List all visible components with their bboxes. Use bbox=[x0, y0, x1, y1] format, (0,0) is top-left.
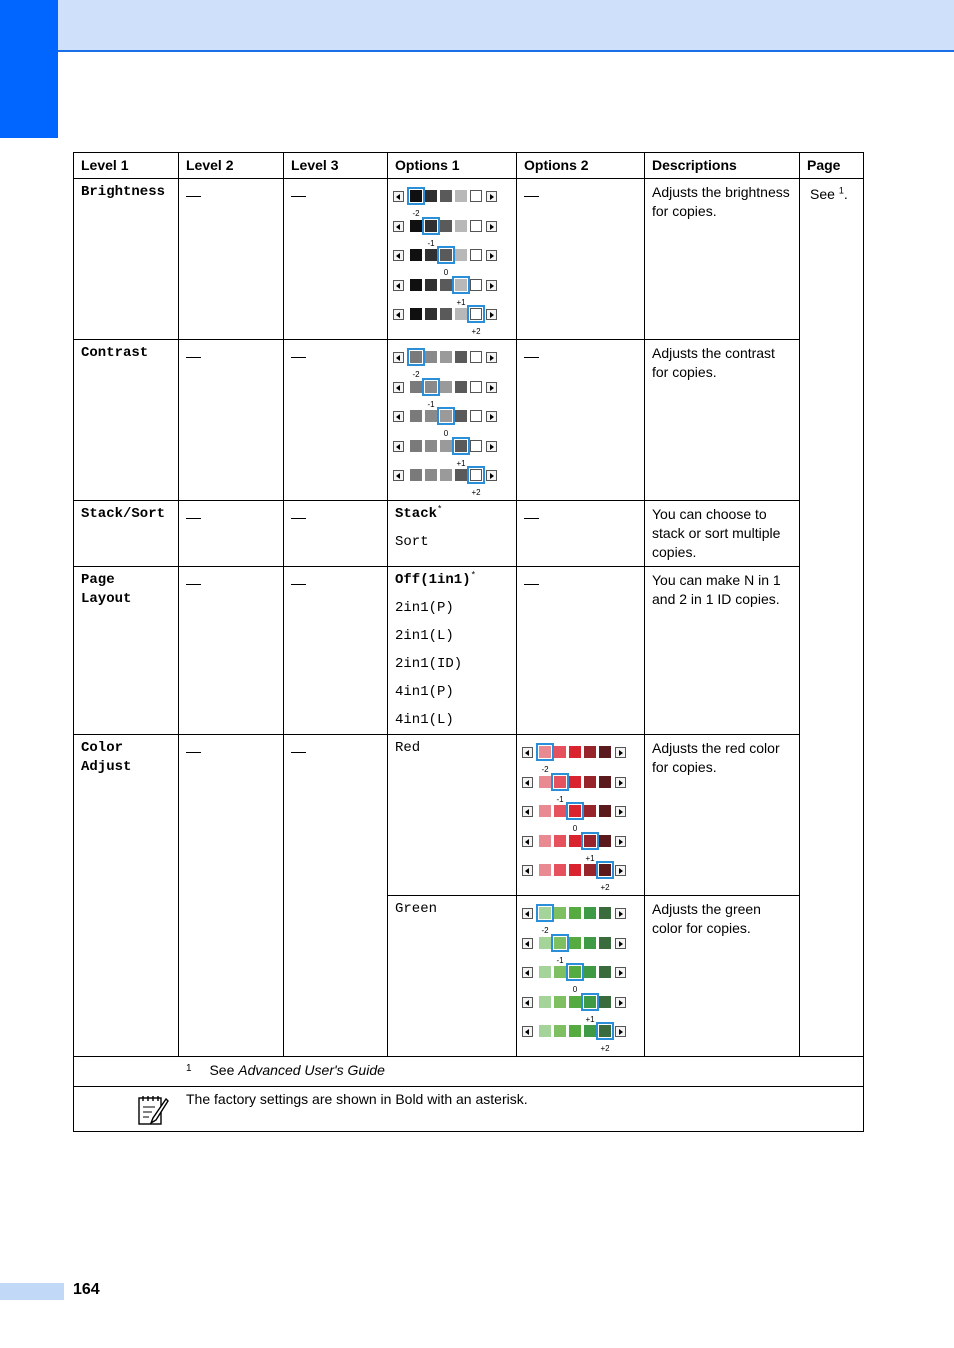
footnote-prefix: See bbox=[209, 1062, 239, 1078]
period: . bbox=[843, 186, 848, 202]
swatch bbox=[554, 996, 566, 1008]
swatch-selected bbox=[554, 937, 566, 949]
swatch bbox=[599, 776, 611, 788]
swatch bbox=[539, 805, 551, 817]
options1-cell bbox=[388, 340, 517, 501]
table-row-contrast bbox=[74, 340, 864, 501]
level-label: +1 bbox=[585, 1014, 595, 1024]
level-label: -2 bbox=[412, 209, 420, 218]
brightness-level-selector bbox=[388, 179, 516, 334]
dash bbox=[186, 357, 201, 358]
table-row-stack-sort bbox=[74, 501, 864, 567]
table-row-color-red bbox=[74, 735, 864, 896]
swatch bbox=[569, 746, 581, 758]
page-number: 164 bbox=[73, 1281, 100, 1298]
note-row bbox=[74, 1087, 864, 1132]
level-label: +2 bbox=[600, 883, 610, 892]
right-arrow-icon[interactable] bbox=[486, 352, 497, 363]
swatch bbox=[554, 1025, 566, 1037]
swatch bbox=[470, 351, 482, 363]
chapter-tab bbox=[0, 0, 58, 138]
options2-cell bbox=[517, 179, 645, 340]
swatch bbox=[470, 220, 482, 232]
swatch-selected bbox=[584, 835, 596, 847]
option-label: 2in1(P) bbox=[395, 600, 454, 616]
left-arrow-icon[interactable] bbox=[393, 411, 404, 422]
swatch bbox=[554, 835, 566, 847]
level-row bbox=[517, 903, 644, 933]
swatch bbox=[584, 966, 596, 978]
red-level-selector bbox=[517, 735, 644, 890]
swatch bbox=[455, 381, 467, 393]
level1-cell: Page Layout bbox=[74, 567, 179, 735]
level-row bbox=[388, 186, 516, 216]
memo-pencil-icon bbox=[136, 1093, 170, 1132]
swatch bbox=[554, 746, 566, 758]
right-arrow-icon[interactable] bbox=[486, 280, 497, 291]
swatch bbox=[425, 410, 437, 422]
left-arrow-icon[interactable] bbox=[522, 806, 533, 817]
swatch bbox=[599, 966, 611, 978]
swatch bbox=[569, 907, 581, 919]
right-arrow-icon[interactable] bbox=[486, 411, 497, 422]
level3-cell bbox=[284, 501, 388, 567]
swatch bbox=[554, 966, 566, 978]
swatch-selected bbox=[584, 996, 596, 1008]
swatch bbox=[425, 249, 437, 261]
swatch bbox=[455, 190, 467, 202]
swatch-selected bbox=[410, 351, 422, 363]
swatch bbox=[599, 937, 611, 949]
dash bbox=[186, 196, 201, 197]
swatch bbox=[470, 190, 482, 202]
footnote-ref: 1 bbox=[838, 185, 844, 196]
level-label: -2 bbox=[412, 370, 420, 379]
swatch-selected bbox=[425, 381, 437, 393]
swatch bbox=[410, 410, 422, 422]
dash bbox=[186, 752, 201, 753]
left-arrow-icon[interactable] bbox=[522, 908, 533, 919]
swatch-selected bbox=[569, 966, 581, 978]
level1-cell: Color Adjust bbox=[74, 735, 179, 1057]
dash bbox=[291, 584, 306, 585]
col-header: Descriptions bbox=[645, 153, 800, 179]
right-arrow-icon[interactable] bbox=[486, 309, 497, 320]
swatch bbox=[440, 381, 452, 393]
right-arrow-icon[interactable] bbox=[486, 441, 497, 452]
swatch bbox=[440, 440, 452, 452]
left-arrow-icon[interactable] bbox=[393, 191, 404, 202]
swatch bbox=[425, 279, 437, 291]
swatch bbox=[440, 190, 452, 202]
table-row-brightness bbox=[74, 179, 864, 340]
level3-cell bbox=[284, 735, 388, 1057]
options1-cell bbox=[388, 567, 517, 735]
swatch bbox=[440, 220, 452, 232]
option-label: 2in1(ID) bbox=[395, 656, 463, 672]
description-cell: Adjusts the contrast for copies. bbox=[645, 340, 800, 501]
swatch bbox=[440, 469, 452, 481]
option-label: 4in1(L) bbox=[395, 712, 454, 728]
swatch bbox=[440, 351, 452, 363]
level-row bbox=[517, 831, 644, 861]
level-label: -1 bbox=[427, 238, 435, 248]
dash bbox=[524, 584, 539, 585]
level-row bbox=[517, 1021, 644, 1051]
swatch bbox=[584, 907, 596, 919]
table-row-page-layout bbox=[74, 567, 864, 735]
options1-cell: Red bbox=[388, 735, 517, 896]
level-label: 0 bbox=[443, 268, 449, 277]
right-arrow-icon[interactable] bbox=[486, 221, 497, 232]
options1-cell bbox=[388, 179, 517, 340]
swatch bbox=[440, 308, 452, 320]
left-arrow-icon[interactable] bbox=[522, 777, 533, 788]
left-arrow-icon[interactable] bbox=[393, 352, 404, 363]
dash bbox=[291, 518, 306, 519]
swatch bbox=[470, 440, 482, 452]
swatch bbox=[539, 996, 551, 1008]
left-arrow-icon[interactable] bbox=[393, 382, 404, 393]
level-row bbox=[517, 933, 644, 963]
left-arrow-icon[interactable] bbox=[522, 938, 533, 949]
right-arrow-icon[interactable] bbox=[615, 777, 626, 788]
left-arrow-icon[interactable] bbox=[393, 221, 404, 232]
option-label: Stack bbox=[395, 506, 438, 522]
dash bbox=[291, 357, 306, 358]
swatch bbox=[569, 1025, 581, 1037]
description-cell: You can make N in 1 and 2 in 1 ID copies. bbox=[645, 567, 800, 735]
header-band bbox=[0, 0, 954, 52]
options1-cell: Green bbox=[388, 896, 517, 1057]
level3-cell bbox=[284, 340, 388, 501]
option-label: Sort bbox=[395, 534, 429, 550]
footnote-title: Advanced User's Guide bbox=[238, 1062, 385, 1078]
level3-cell bbox=[284, 179, 388, 340]
swatch bbox=[470, 381, 482, 393]
swatch bbox=[440, 279, 452, 291]
level-label: +1 bbox=[456, 297, 466, 307]
swatch bbox=[539, 835, 551, 847]
right-arrow-icon[interactable] bbox=[486, 250, 497, 261]
swatch bbox=[410, 249, 422, 261]
left-arrow-icon[interactable] bbox=[393, 441, 404, 452]
swatch-selected bbox=[455, 279, 467, 291]
right-arrow-icon[interactable] bbox=[615, 997, 626, 1008]
swatch bbox=[455, 249, 467, 261]
level-label: +2 bbox=[600, 1044, 610, 1053]
swatch bbox=[599, 805, 611, 817]
right-arrow-icon[interactable] bbox=[486, 470, 497, 481]
col-header: Level 2 bbox=[179, 153, 284, 179]
swatch-selected bbox=[470, 469, 482, 481]
right-arrow-icon[interactable] bbox=[615, 747, 626, 758]
left-arrow-icon[interactable] bbox=[522, 747, 533, 758]
left-arrow-icon[interactable] bbox=[522, 1026, 533, 1037]
swatch bbox=[569, 996, 581, 1008]
option-label: Off(1in1) bbox=[395, 572, 471, 588]
swatch bbox=[470, 279, 482, 291]
level-row bbox=[388, 347, 516, 377]
level-row bbox=[388, 216, 516, 246]
swatch-selected bbox=[599, 1025, 611, 1037]
swatch bbox=[569, 776, 581, 788]
level-row bbox=[517, 860, 644, 890]
level-row bbox=[388, 304, 516, 334]
swatch bbox=[425, 440, 437, 452]
footnote-row bbox=[74, 1057, 864, 1087]
swatch bbox=[599, 996, 611, 1008]
level-row bbox=[388, 465, 516, 495]
swatch bbox=[584, 805, 596, 817]
swatch bbox=[584, 864, 596, 876]
dash bbox=[291, 196, 306, 197]
level-label: +2 bbox=[471, 327, 481, 336]
swatch bbox=[410, 440, 422, 452]
level-label: -2 bbox=[541, 926, 549, 935]
swatch bbox=[455, 469, 467, 481]
settings-table bbox=[73, 152, 864, 1132]
swatch bbox=[584, 776, 596, 788]
level1-cell: Brightness bbox=[74, 179, 179, 340]
options2-cell bbox=[517, 340, 645, 501]
level-row bbox=[388, 406, 516, 436]
options2-cell bbox=[517, 896, 645, 1057]
left-arrow-icon[interactable] bbox=[393, 280, 404, 291]
level3-cell bbox=[284, 567, 388, 735]
contrast-level-selector bbox=[388, 340, 516, 495]
dash bbox=[186, 518, 201, 519]
swatch bbox=[470, 410, 482, 422]
page-cell bbox=[800, 179, 864, 1057]
swatch bbox=[425, 469, 437, 481]
swatch-selected bbox=[455, 440, 467, 452]
default-mark: * bbox=[437, 504, 443, 515]
footnote-cell bbox=[74, 1057, 864, 1087]
level-label: -1 bbox=[556, 794, 564, 804]
swatch bbox=[569, 864, 581, 876]
right-arrow-icon[interactable] bbox=[486, 382, 497, 393]
swatch bbox=[584, 937, 596, 949]
left-arrow-icon[interactable] bbox=[393, 250, 404, 261]
right-arrow-icon[interactable] bbox=[486, 191, 497, 202]
swatch-selected bbox=[425, 220, 437, 232]
swatch bbox=[410, 220, 422, 232]
options2-cell bbox=[517, 501, 645, 567]
level-row bbox=[517, 742, 644, 772]
swatch-selected bbox=[539, 746, 551, 758]
description-cell: Adjusts the red color for copies. bbox=[645, 735, 800, 896]
swatch bbox=[599, 746, 611, 758]
swatch-selected bbox=[539, 907, 551, 919]
left-arrow-icon[interactable] bbox=[522, 967, 533, 978]
swatch-selected bbox=[410, 190, 422, 202]
footer-band bbox=[0, 1283, 64, 1300]
right-arrow-icon[interactable] bbox=[615, 967, 626, 978]
col-header: Options 1 bbox=[388, 153, 517, 179]
option-label: 4in1(P) bbox=[395, 684, 454, 700]
right-arrow-icon[interactable] bbox=[615, 938, 626, 949]
swatch-selected bbox=[470, 308, 482, 320]
right-arrow-icon[interactable] bbox=[615, 806, 626, 817]
page-see-text: See bbox=[810, 186, 835, 202]
swatch bbox=[599, 835, 611, 847]
col-header: Level 3 bbox=[284, 153, 388, 179]
left-arrow-icon[interactable] bbox=[522, 865, 533, 876]
dash bbox=[524, 196, 539, 197]
swatch bbox=[539, 966, 551, 978]
swatch bbox=[554, 864, 566, 876]
level1-cell: Stack/Sort bbox=[74, 501, 179, 567]
dash bbox=[186, 584, 201, 585]
swatch bbox=[584, 1025, 596, 1037]
level-row bbox=[388, 377, 516, 407]
swatch bbox=[425, 351, 437, 363]
description-cell: Adjusts the brightness for copies. bbox=[645, 179, 800, 340]
swatch bbox=[569, 835, 581, 847]
option-default bbox=[395, 505, 509, 533]
options2-cell bbox=[517, 567, 645, 735]
green-level-selector bbox=[517, 896, 644, 1051]
col-header: Options 2 bbox=[517, 153, 645, 179]
right-arrow-icon[interactable] bbox=[615, 836, 626, 847]
level-label: -2 bbox=[541, 765, 549, 774]
dash bbox=[524, 357, 539, 358]
swatch bbox=[410, 469, 422, 481]
level-row bbox=[517, 992, 644, 1022]
level2-cell bbox=[179, 501, 284, 567]
left-arrow-icon[interactable] bbox=[522, 997, 533, 1008]
swatch bbox=[455, 308, 467, 320]
swatch bbox=[539, 776, 551, 788]
level-row bbox=[388, 436, 516, 466]
note-cell bbox=[74, 1087, 864, 1132]
level-label: 0 bbox=[572, 824, 578, 833]
table-header-row bbox=[74, 153, 864, 179]
swatch-selected bbox=[599, 864, 611, 876]
dash bbox=[291, 752, 306, 753]
left-arrow-icon[interactable] bbox=[393, 309, 404, 320]
swatch bbox=[410, 381, 422, 393]
level2-cell bbox=[179, 735, 284, 1057]
level-row bbox=[517, 962, 644, 992]
level-row bbox=[388, 245, 516, 275]
swatch bbox=[539, 1025, 551, 1037]
swatch bbox=[539, 864, 551, 876]
default-mark: * bbox=[470, 570, 477, 581]
description-cell: Adjusts the green color for copies. bbox=[645, 896, 800, 1057]
level-row bbox=[517, 772, 644, 802]
option-default bbox=[395, 571, 509, 599]
swatch bbox=[455, 351, 467, 363]
swatch bbox=[410, 279, 422, 291]
left-arrow-icon[interactable] bbox=[393, 470, 404, 481]
right-arrow-icon[interactable] bbox=[615, 908, 626, 919]
right-arrow-icon[interactable] bbox=[615, 865, 626, 876]
level2-cell bbox=[179, 567, 284, 735]
left-arrow-icon[interactable] bbox=[522, 836, 533, 847]
swatch bbox=[554, 805, 566, 817]
dash bbox=[524, 518, 539, 519]
swatch-selected bbox=[569, 805, 581, 817]
level-label: 0 bbox=[572, 985, 578, 994]
level1-cell: Contrast bbox=[74, 340, 179, 501]
level-label: +1 bbox=[456, 458, 466, 468]
swatch bbox=[584, 746, 596, 758]
footnote-number: 1 bbox=[186, 1063, 192, 1074]
swatch bbox=[410, 308, 422, 320]
swatch bbox=[599, 907, 611, 919]
swatch-selected bbox=[440, 410, 452, 422]
options2-cell bbox=[517, 735, 645, 896]
options1-cell bbox=[388, 501, 517, 567]
level2-cell bbox=[179, 340, 284, 501]
right-arrow-icon[interactable] bbox=[615, 1026, 626, 1037]
swatch-selected bbox=[440, 249, 452, 261]
swatch bbox=[425, 308, 437, 320]
level-label: +2 bbox=[471, 488, 481, 497]
swatch-selected bbox=[554, 776, 566, 788]
level-label: +1 bbox=[585, 853, 595, 863]
swatch bbox=[554, 907, 566, 919]
option-label: 2in1(L) bbox=[395, 628, 454, 644]
level-label: 0 bbox=[443, 429, 449, 438]
level-label: -1 bbox=[556, 955, 564, 965]
swatch bbox=[470, 249, 482, 261]
level2-cell bbox=[179, 179, 284, 340]
swatch bbox=[455, 410, 467, 422]
description-cell: You can choose to stack or sort multiple copies. bbox=[645, 501, 800, 567]
level-row bbox=[388, 275, 516, 305]
level-row bbox=[517, 801, 644, 831]
swatch bbox=[425, 190, 437, 202]
swatch bbox=[455, 220, 467, 232]
col-header: Page bbox=[800, 153, 864, 179]
note-text: The factory settings are shown in Bold with an asterisk. bbox=[186, 1091, 528, 1107]
swatch bbox=[569, 937, 581, 949]
level-label: -1 bbox=[427, 399, 435, 409]
swatch bbox=[539, 937, 551, 949]
col-header: Level 1 bbox=[74, 153, 179, 179]
